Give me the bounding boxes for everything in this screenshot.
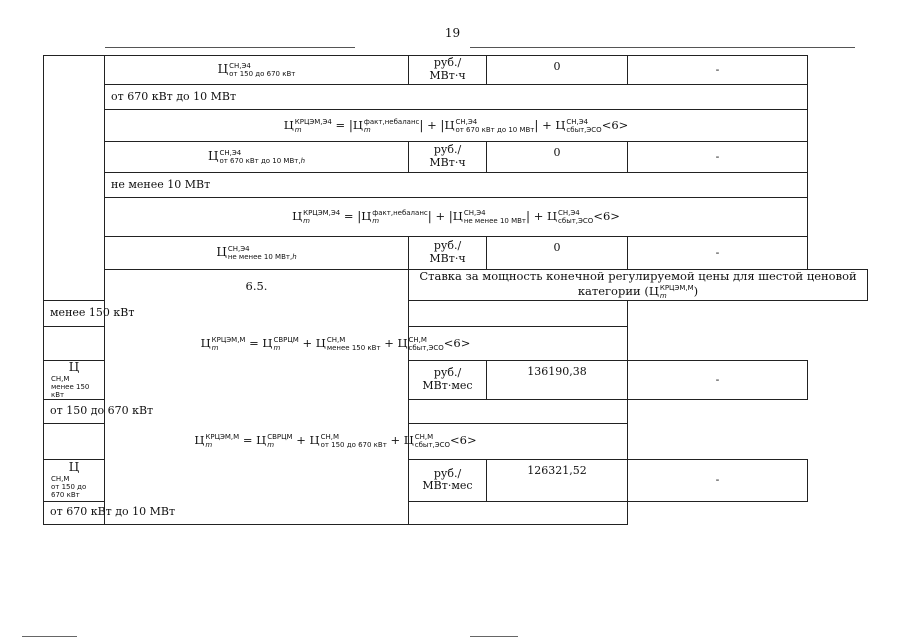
table-row xyxy=(44,270,868,301)
unit-cell: руб./ МВт·ч xyxy=(409,142,487,173)
unit-cell: руб./ МВт·мес xyxy=(409,361,487,400)
formula-cell: Ц КРЦЭМ,М m = Ц СВРЦМ m + Ц СН,М менее 150 кВт + Ц СН,М сбыт,ЭСО <6> xyxy=(44,327,628,361)
param-symbol: Ц СН,Э4 не менее 10 МВт,h xyxy=(105,237,409,270)
table-row xyxy=(44,327,868,361)
param-symbol: Ц СН,М менее 150 кВт xyxy=(44,361,105,400)
scan-edge-mark-left xyxy=(22,636,77,637)
unit-cell: руб./ МВт·мес xyxy=(409,459,487,501)
value-cell: 0 xyxy=(487,56,628,85)
table-row xyxy=(44,501,868,524)
value-cell: 0 xyxy=(487,142,628,173)
value-cell: 126321,52 xyxy=(487,459,628,501)
top-shadow-line-right xyxy=(470,47,855,48)
note-cell: - xyxy=(628,361,808,400)
unit-cell: руб./ МВт·ч xyxy=(409,56,487,85)
table-row xyxy=(44,56,868,85)
scan-edge-mark-right xyxy=(470,636,518,637)
table-row xyxy=(44,301,868,327)
tariff-table xyxy=(43,55,868,525)
table-row xyxy=(44,110,868,142)
table-row xyxy=(44,142,868,173)
section-title: Ставка за мощность конечной регулируемой цены для шестой ценовой категории (Ц КРЦЭМ,М m ) xyxy=(409,270,868,301)
note-cell: - xyxy=(628,459,808,501)
note-cell: - xyxy=(628,56,808,85)
row-number-empty xyxy=(44,56,105,301)
note-cell: - xyxy=(628,142,808,173)
range-heading: не менее 10 МВт xyxy=(105,173,808,198)
section-number: 6.5. xyxy=(105,270,409,525)
note-cell: - xyxy=(628,237,808,270)
param-symbol: Ц СН,Э4 от 150 до 670 кВт xyxy=(105,56,409,85)
range-heading: от 670 кВт до 10 МВт xyxy=(44,501,628,524)
table-row xyxy=(44,237,868,270)
table-row xyxy=(44,423,868,459)
range-heading: менее 150 кВт xyxy=(44,301,628,327)
value-cell: 136190,38 xyxy=(487,361,628,400)
formula-cell: Ц КРЦЭМ,М m = Ц СВРЦМ m + Ц СН,М от 150 до 670 кВт + Ц СН,М сбыт,ЭСО <6> xyxy=(44,423,628,459)
top-shadow-line-left xyxy=(105,47,355,48)
range-heading: от 150 до 670 кВт xyxy=(44,399,628,423)
table-row xyxy=(44,399,868,423)
param-symbol: Ц СН,М от 150 до 670 кВт xyxy=(44,459,105,501)
table-row xyxy=(44,198,868,237)
value-cell: 0 xyxy=(487,237,628,270)
table-row xyxy=(44,173,868,198)
range-heading: от 670 кВт до 10 МВт xyxy=(105,85,808,110)
param-symbol: Ц СН,Э4 от 670 кВт до 10 МВт,h xyxy=(105,142,409,173)
formula-cell: Ц КРЦЭМ,Э4 m = |Ц факт,небаланс m | + |Ц СН,Э4 от 670 кВт до 10 МВт | + Ц СН,Э4 сбыт,ЭСО <6> xyxy=(105,110,808,142)
formula-cell: Ц КРЦЭМ,Э4 m = |Ц факт,небаланс m | + |Ц СН,Э4 не менее 10 МВт | + Ц СН,Э4 сбыт,ЭСО <6> xyxy=(105,198,808,237)
table-row xyxy=(44,85,868,110)
page-number: 19 xyxy=(444,26,461,40)
unit-cell: руб./ МВт·ч xyxy=(409,237,487,270)
